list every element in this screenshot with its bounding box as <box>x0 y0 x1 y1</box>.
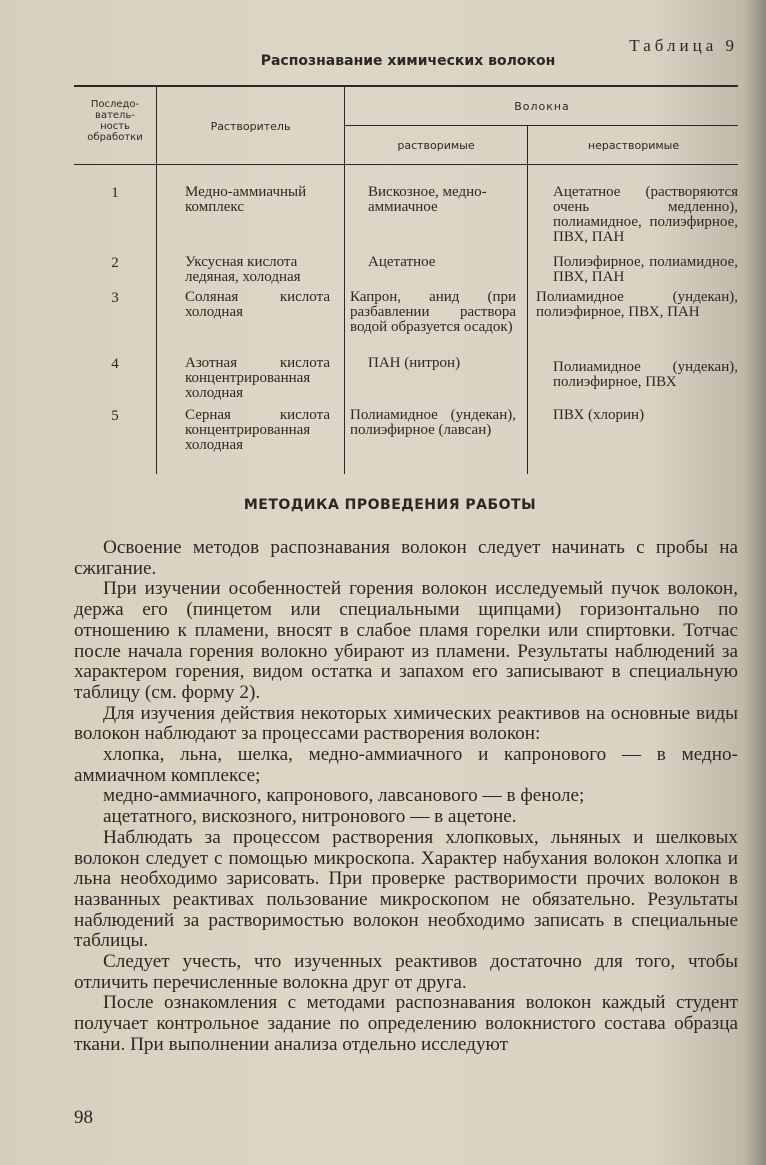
header-fibers: Волокна <box>514 100 570 113</box>
section-heading: МЕТОДИКА ПРОВЕДЕНИЯ РАБОТЫ <box>243 497 537 513</box>
row-soluble: Ацетатное <box>368 254 436 270</box>
table-col-rule-2 <box>344 86 345 474</box>
table-row-number: 2 <box>111 255 119 271</box>
row-insoluble: ПВХ (хлорин) <box>553 407 645 423</box>
row-soluble: Вискозное, медно-аммиачное <box>368 184 487 215</box>
paragraph: Для изучения действия некоторых химических реактивов на основные виды волокон наблюдают за процессами растворения волокон: <box>74 702 738 745</box>
header-soluble: растворимые <box>397 139 475 152</box>
row-solvent: Азотная кислота концентрированная холодная <box>185 355 330 401</box>
table-col-rule-3 <box>527 126 528 474</box>
header-insoluble: нерастворимые <box>587 139 680 152</box>
paragraph: При изучении особенностей горения волокон исследуемый пучок волокон, держа его (пинцетом или специальными щипцами) горизонтально по отношению к пламени, вносят в слабое пламя горелки или спиртовки. Тотчас после начала горения волокно убирают из пламени. Результаты наблюдений за характером горения, видом остатка и запахом его записывают в специальную таблицу (см. форму 2). <box>74 578 738 703</box>
row-solvent: Соляная кислота холодная <box>185 289 330 320</box>
table-label: Таблица 9 <box>629 36 738 55</box>
table-title: Распознавание химических волокон <box>260 53 556 69</box>
row-solvent: Серная кислота концентрированная холодная <box>185 407 330 453</box>
row-insoluble: Полиамидное (ундекан), полиэфирное, ПВХ, ПАН <box>536 289 738 320</box>
paragraph: ацетатного, вискозного, нитронового — в ацетоне. <box>103 806 517 828</box>
row-soluble: Капрон, анид (при разбавлении раствора водой образуется осадок) <box>350 289 516 335</box>
table-row-number: 1 <box>111 185 119 201</box>
header-solvent: Растворитель <box>210 120 291 133</box>
row-solvent: Уксусная кислота ледяная, холодная <box>185 254 301 285</box>
row-insoluble: Ацетатное (растворяются очень медленно), полиамидное, полиэфирное, ПВХ, ПАН <box>553 184 738 245</box>
paragraph: медно-аммиачного, капронового, лавсанового — в феноле; <box>103 785 585 807</box>
table-col-rule-1 <box>156 86 157 474</box>
paragraph: Наблюдать за процессом растворения хлопковых, льняных и шелковых волокон следует с помощью микроскопа. Характер набухания волокон хлопка и льна необходимо зарисовать. При проверке растворимости прочих волокон в названных реактивах пользование микроскопом не обязательно. Результаты наблюдений за растворимостью волокон необходимо записать в специальные таблицы. <box>74 826 738 952</box>
paragraph: Освоение методов распознавания волокон следует начинать с пробы на сжигание. <box>74 537 738 579</box>
table-top-rule <box>74 85 738 87</box>
table-header-rule <box>74 164 738 165</box>
header-sequence: Последо- ватель- ность обработки <box>87 99 143 143</box>
page-number: 98 <box>74 1107 93 1128</box>
paragraph: хлопка, льна, шелка, медно-аммиачного и капронового — в медно-аммиачном комплексе; <box>74 744 738 786</box>
row-soluble: Полиамидное (ундекан), полиэфирное (лавсан) <box>350 407 516 438</box>
table-row-number: 4 <box>111 356 119 372</box>
row-insoluble: Полиамидное (ундекан), полиэфирное, ПВХ <box>553 359 738 390</box>
body-text <box>74 538 738 1056</box>
table-fibers-rule <box>345 125 738 126</box>
row-solvent: Медно-аммиачный комплекс <box>185 184 307 215</box>
table-row-number: 5 <box>111 408 119 424</box>
row-insoluble: Полиэфирное, полиамидное, ПВХ, ПАН <box>553 254 738 285</box>
table-row-number: 3 <box>111 290 119 306</box>
paragraph: Следует учесть, что изученных реактивов достаточно для того, чтобы отличить перечисленные волокна друг от друга. <box>74 951 738 993</box>
row-soluble: ПАН (нитрон) <box>368 355 461 371</box>
paragraph: После ознакомления с методами распознавания волокон каждый студент получает контрольное задание по определению волокнистого состава образца ткани. При выполнении анализа отдельно исследуют <box>74 992 738 1055</box>
